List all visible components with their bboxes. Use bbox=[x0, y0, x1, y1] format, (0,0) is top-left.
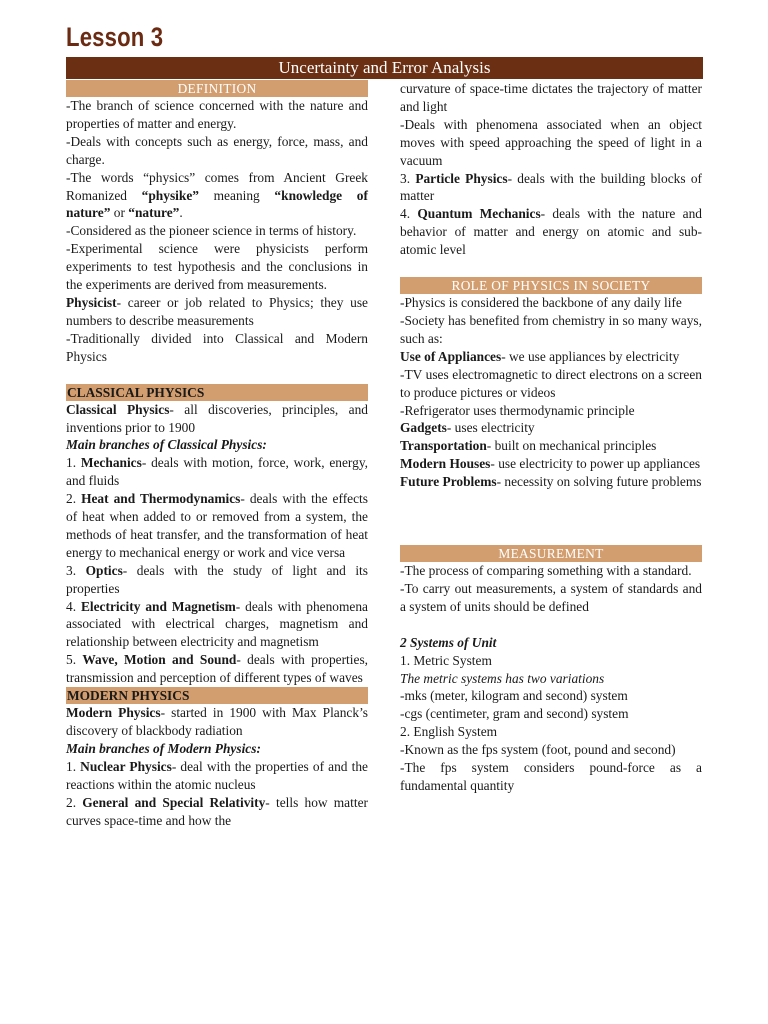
branch-item: 1. Mechanics- deals with motion, force, work, energy, and fluids bbox=[66, 455, 368, 489]
branch-item: 1. Nuclear Physics- deal with the properties of and the reactions within the atomic nucleus bbox=[66, 758, 368, 792]
role-item: Gadgets- uses electricity bbox=[400, 420, 535, 436]
modern-branches-title: Main branches of Modern Physics: bbox=[66, 740, 261, 756]
metric-note: The metric systems has two variations bbox=[400, 670, 605, 686]
relativity-continued: -Deals with phenomena associated when an object moves with speed approaching the speed of light in a vacuum bbox=[400, 116, 702, 168]
system-item: -The fps system considers pound-force as a fundamental quantity bbox=[400, 760, 702, 793]
role-item: Future Problems- necessity on solving future problems bbox=[400, 474, 702, 490]
role-line: -TV uses electromagnetic to direct electrons on a screen to produce pictures or videos bbox=[400, 366, 702, 400]
role-item: Modern Houses- use electricity to power up appliances bbox=[400, 456, 701, 472]
definition-line: -Traditionally divided into Classical and Modern Physics bbox=[66, 330, 368, 364]
system-item: 2. English System bbox=[400, 724, 498, 740]
definition-line: -Experimental science were physicists perform experiments to test hypothesis and the conclusions in the experiments are derived from measurements. bbox=[66, 241, 368, 293]
branch-item: 4. Quantum Mechanics- deals with the nature and behavior of matter and energy on atomic and sub-atomic level bbox=[400, 206, 702, 258]
right-column bbox=[400, 80, 702, 795]
relativity-continued: curvature of space-time dictates the trajectory of matter and light bbox=[400, 81, 702, 114]
role-line: -Society has benefited from chemistry in so many ways, such as: bbox=[400, 312, 702, 346]
lesson-title: Lesson 3 bbox=[66, 22, 164, 52]
system-item: -mks (meter, kilogram and second) system bbox=[400, 688, 628, 704]
branch-item: 5. Wave, Motion and Sound- deals with properties, transmission and perception of different types of waves bbox=[66, 652, 369, 686]
measurement-line: -The process of comparing something with a standard. bbox=[400, 563, 692, 579]
section-header-role: ROLE OF PHYSICS IN SOCIETY bbox=[400, 277, 702, 294]
branch-item: 2. General and Special Relativity- tells how matter curves space-time and how the bbox=[66, 794, 368, 828]
role-line: -Refrigerator uses thermodynamic principle bbox=[400, 402, 635, 418]
definition-line: -The words “physics” comes from Ancient Greek Romanized “physike” meaning “knowledge of nature” or “nature”. bbox=[66, 169, 368, 221]
role-item: Transportation- built on mechanical principles bbox=[400, 438, 657, 454]
system-item: -Known as the fps system (foot, pound and second) bbox=[400, 742, 676, 758]
classical-intro: Classical Physics- all discoveries, principles, and inventions prior to 1900 bbox=[66, 401, 369, 435]
branch-item: 3. Particle Physics- deals with the building blocks of matter bbox=[400, 170, 702, 204]
branch-item: 3. Optics- deals with the study of light and its properties bbox=[66, 562, 368, 596]
classical-branches-title: Main branches of Classical Physics: bbox=[66, 437, 267, 453]
term-knowledge: “knowledge of nature” bbox=[66, 187, 368, 221]
left-column bbox=[66, 80, 368, 829]
modern-intro: Modern Physics- started in 1900 with Max Planck’s discovery of blackbody radiation bbox=[66, 705, 369, 738]
system-item: -cgs (centimeter, gram and second) system bbox=[400, 706, 629, 722]
system-item: 1. Metric System bbox=[400, 652, 492, 668]
branch-item: 4. Electricity and Magnetism- deals with phenomena associated with electrical charges, magnetism and relationship between electricity and magnetism bbox=[66, 598, 368, 650]
section-header-definition: DEFINITION bbox=[66, 80, 368, 97]
definition-line: -The branch of science concerned with the nature and properties of matter and energy. bbox=[66, 98, 368, 131]
branch-item: 2. Heat and Thermodynamics- deals with the effects of heat when added to or removed from a system, the methods of heat transfer, and the transformation of heat energy to mechanical energy or work and vice versa bbox=[66, 491, 368, 560]
role-line: -Physics is considered the backbone of any daily life bbox=[400, 295, 682, 311]
role-item: Use of Appliances- we use appliances by electricity bbox=[400, 348, 680, 364]
definition-line: -Deals with concepts such as energy, force, mass, and charge. bbox=[66, 133, 368, 167]
definition-line: -Considered as the pioneer science in terms of history. bbox=[66, 223, 357, 239]
term-nature: “nature” bbox=[128, 205, 180, 221]
definition-line: Physicist- career or job related to Physics; they use numbers to describe measurements bbox=[66, 294, 368, 328]
systems-title: 2 Systems of Unit bbox=[400, 634, 497, 650]
section-header-measurement: MEASUREMENT bbox=[400, 545, 702, 562]
section-header-modern: MODERN PHYSICS bbox=[66, 687, 368, 704]
section-header-classical: CLASSICAL PHYSICS bbox=[66, 384, 368, 401]
title-banner: Uncertainty and Error Analysis bbox=[66, 57, 703, 79]
measurement-line: -To carry out measurements, a system of standards and a system of units should be defined bbox=[400, 580, 702, 614]
term-physike: “physike” bbox=[141, 187, 199, 203]
